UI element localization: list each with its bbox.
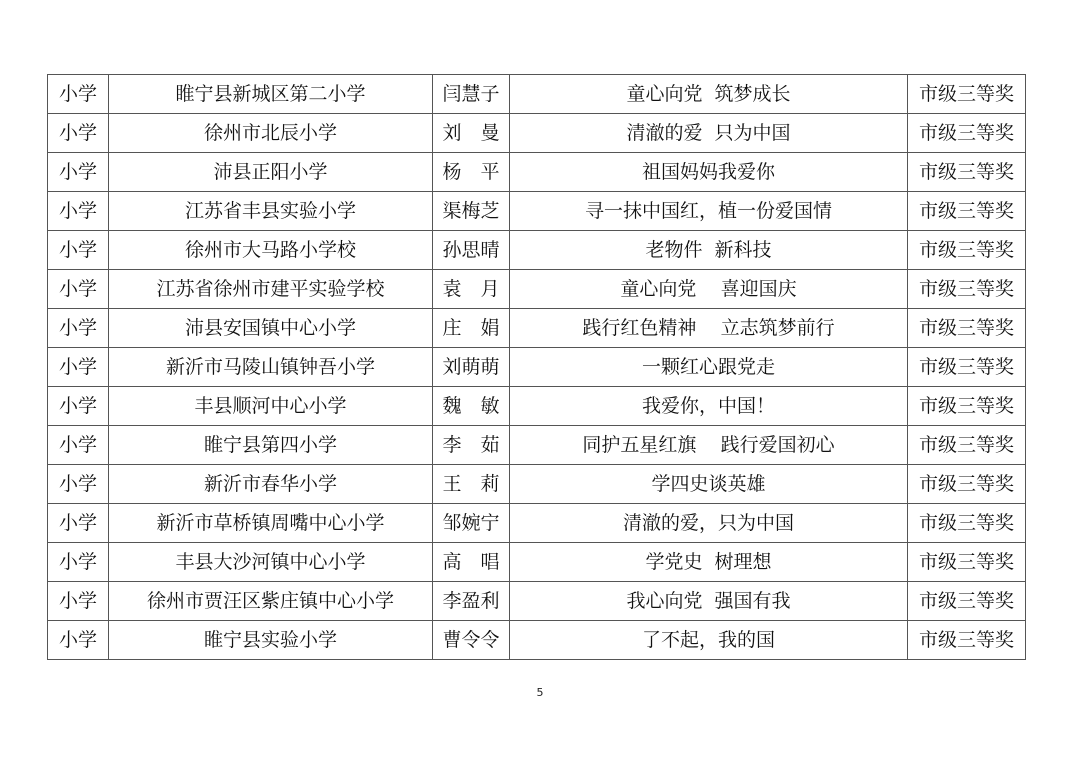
student-name-cell: 高 唱 — [433, 543, 510, 582]
school-cell: 徐州市大马路小学校 — [109, 231, 433, 270]
table-row — [48, 582, 1026, 621]
award-cell: 市级三等奖 — [908, 270, 1026, 309]
table-row — [48, 270, 1026, 309]
school-level-cell: 小学 — [48, 192, 109, 231]
table-row — [48, 153, 1026, 192]
work-title-cell: 学党史 树理想 — [510, 543, 908, 582]
school-cell: 徐州市北辰小学 — [109, 114, 433, 153]
work-title-cell: 童心向党 筑梦成长 — [510, 75, 908, 114]
table-row — [48, 621, 1026, 660]
school-level-cell: 小学 — [48, 114, 109, 153]
award-cell: 市级三等奖 — [908, 309, 1026, 348]
school-cell: 沛县安国镇中心小学 — [109, 309, 433, 348]
student-name-cell: 刘 曼 — [433, 114, 510, 153]
award-cell: 市级三等奖 — [908, 231, 1026, 270]
student-name-cell: 李 茹 — [433, 426, 510, 465]
table-row — [48, 309, 1026, 348]
award-cell: 市级三等奖 — [908, 426, 1026, 465]
work-title-cell: 清澈的爱，只为中国 — [510, 504, 908, 543]
school-cell: 新沂市春华小学 — [109, 465, 433, 504]
work-title-cell: 了不起，我的国 — [510, 621, 908, 660]
awards-table — [47, 74, 1026, 660]
school-level-cell: 小学 — [48, 153, 109, 192]
award-cell: 市级三等奖 — [908, 621, 1026, 660]
school-cell: 睢宁县实验小学 — [109, 621, 433, 660]
table-row — [48, 192, 1026, 231]
school-level-cell: 小学 — [48, 621, 109, 660]
school-level-cell: 小学 — [48, 309, 109, 348]
table-row — [48, 504, 1026, 543]
work-title-cell: 童心向党 喜迎国庆 — [510, 270, 908, 309]
work-title-cell: 学四史谈英雄 — [510, 465, 908, 504]
table-row — [48, 75, 1026, 114]
student-name-cell: 袁 月 — [433, 270, 510, 309]
table-row — [48, 387, 1026, 426]
award-cell: 市级三等奖 — [908, 153, 1026, 192]
school-level-cell: 小学 — [48, 75, 109, 114]
work-title-cell: 老物件 新科技 — [510, 231, 908, 270]
award-cell: 市级三等奖 — [908, 543, 1026, 582]
school-level-cell: 小学 — [48, 270, 109, 309]
student-name-cell: 孙思晴 — [433, 231, 510, 270]
school-cell: 沛县正阳小学 — [109, 153, 433, 192]
school-level-cell: 小学 — [48, 348, 109, 387]
work-title-cell: 一颗红心跟党走 — [510, 348, 908, 387]
school-level-cell: 小学 — [48, 504, 109, 543]
table-row — [48, 465, 1026, 504]
awards-table-body — [48, 75, 1026, 660]
school-cell: 徐州市贾汪区紫庄镇中心小学 — [109, 582, 433, 621]
page-number: 5 — [536, 686, 544, 699]
school-level-cell: 小学 — [48, 231, 109, 270]
table-row — [48, 426, 1026, 465]
work-title-cell: 践行红色精神 立志筑梦前行 — [510, 309, 908, 348]
school-cell: 新沂市马陵山镇钟吾小学 — [109, 348, 433, 387]
award-cell: 市级三等奖 — [908, 192, 1026, 231]
school-level-cell: 小学 — [48, 465, 109, 504]
school-level-cell: 小学 — [48, 582, 109, 621]
school-cell: 江苏省丰县实验小学 — [109, 192, 433, 231]
student-name-cell: 杨 平 — [433, 153, 510, 192]
student-name-cell: 曹令令 — [433, 621, 510, 660]
school-cell: 丰县大沙河镇中心小学 — [109, 543, 433, 582]
award-cell: 市级三等奖 — [908, 75, 1026, 114]
school-level-cell: 小学 — [48, 543, 109, 582]
school-level-cell: 小学 — [48, 387, 109, 426]
school-level-cell: 小学 — [48, 426, 109, 465]
award-cell: 市级三等奖 — [908, 348, 1026, 387]
student-name-cell: 庄 娟 — [433, 309, 510, 348]
work-title-cell: 祖国妈妈我爱你 — [510, 153, 908, 192]
table-row — [48, 231, 1026, 270]
table-row — [48, 348, 1026, 387]
student-name-cell: 王 莉 — [433, 465, 510, 504]
work-title-cell: 我心向党 强国有我 — [510, 582, 908, 621]
work-title-cell: 寻一抹中国红，植一份爱国情 — [510, 192, 908, 231]
student-name-cell: 刘萌萌 — [433, 348, 510, 387]
school-cell: 睢宁县新城区第二小学 — [109, 75, 433, 114]
table-row — [48, 114, 1026, 153]
student-name-cell: 闫慧子 — [433, 75, 510, 114]
work-title-cell: 清澈的爱 只为中国 — [510, 114, 908, 153]
award-cell: 市级三等奖 — [908, 387, 1026, 426]
school-cell: 睢宁县第四小学 — [109, 426, 433, 465]
student-name-cell: 魏 敏 — [433, 387, 510, 426]
student-name-cell: 李盈利 — [433, 582, 510, 621]
work-title-cell: 同护五星红旗 践行爱国初心 — [510, 426, 908, 465]
award-cell: 市级三等奖 — [908, 504, 1026, 543]
student-name-cell: 邹婉宁 — [433, 504, 510, 543]
work-title-cell: 我爱你，中国！ — [510, 387, 908, 426]
award-cell: 市级三等奖 — [908, 582, 1026, 621]
student-name-cell: 渠梅芝 — [433, 192, 510, 231]
table-row — [48, 543, 1026, 582]
school-cell: 江苏省徐州市建平实验学校 — [109, 270, 433, 309]
school-cell: 新沂市草桥镇周嘴中心小学 — [109, 504, 433, 543]
school-cell: 丰县顺河中心小学 — [109, 387, 433, 426]
award-cell: 市级三等奖 — [908, 114, 1026, 153]
award-cell: 市级三等奖 — [908, 465, 1026, 504]
